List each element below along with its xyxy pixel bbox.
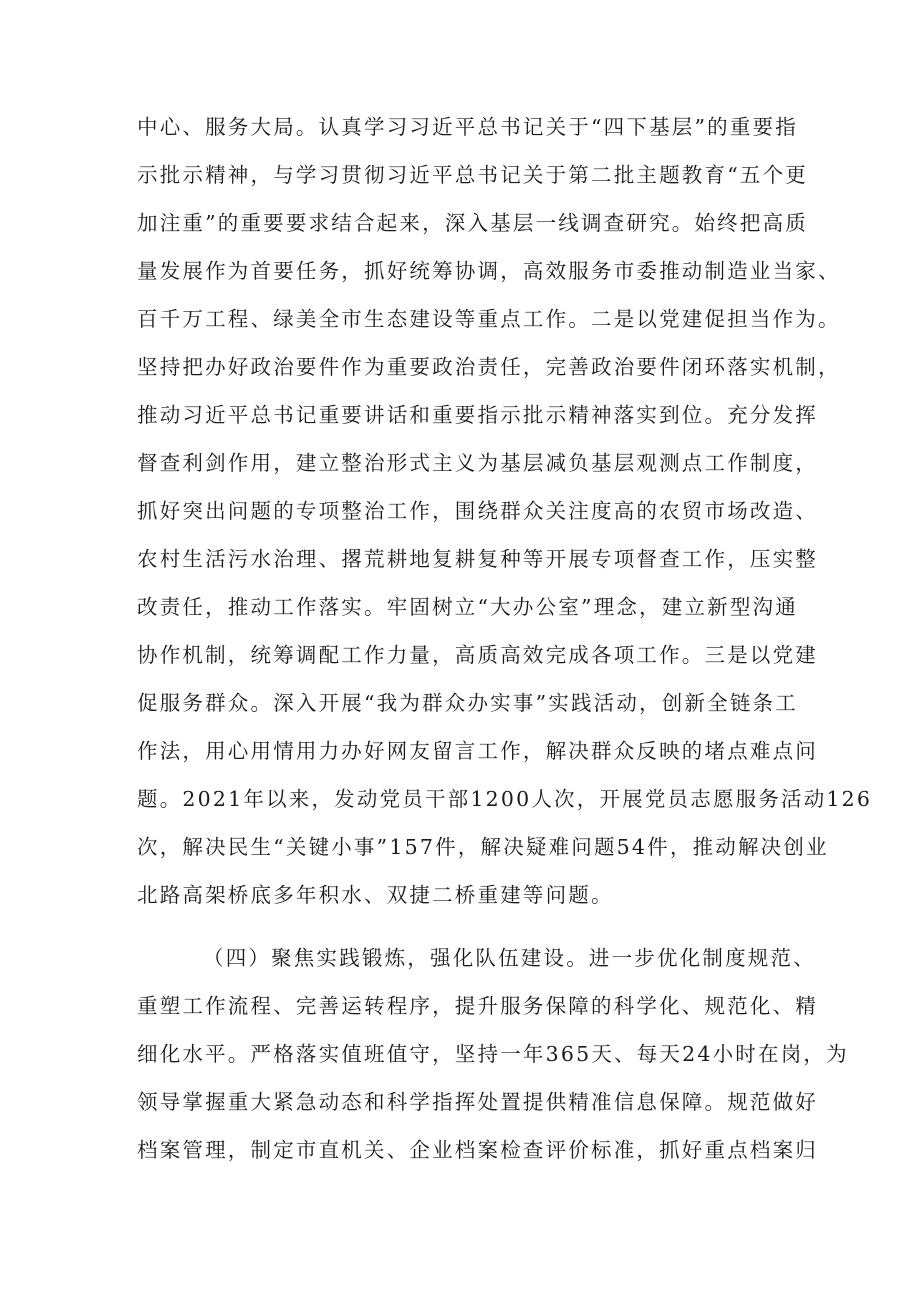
- text-line: 中心、服务大局。认真学习习近平总书记关于“四下基层”的重要指: [137, 115, 798, 139]
- text-line: 百千万工程、绿美全市生态建设等重点工作。二是以党建促担当作为。: [137, 307, 841, 331]
- section-4-paragraph: [137, 934, 849, 1174]
- text-line: 北路高架桥底多年积水、双捷二桥重建等问题。: [137, 883, 614, 907]
- text-line: 农村生活污水治理、撂荒耕地复耕复种等开展专项督查工作，压实整: [137, 547, 818, 571]
- text-line: 领导掌握重大紧急动态和科学指挥处置提供精准信息保障。规范做好: [137, 1090, 818, 1114]
- text-line: 督查利剑作用，建立整治形式主义为基层减负基层观测点工作制度，: [137, 451, 818, 475]
- text-line: 示批示精神，与学习贯彻习近平总书记关于第二批主题教育“五个更: [137, 163, 808, 187]
- text-line: 坚持把办好政治要件作为重要政治责任，完善政治要件闭环落实机制，: [137, 355, 841, 379]
- section-heading-line: （四）聚焦实践锻炼，强化队伍建设。进一步优化制度规范、: [203, 946, 816, 970]
- text-line: 重塑工作流程、完善运转程序，提升服务保障的科学化、规范化、精: [137, 994, 818, 1018]
- text-line: 档案管理，制定市直机关、企业档案检查评价标准，抓好重点档案归: [137, 1138, 818, 1162]
- text-line: 改责任，推动工作落实。牢固树立“大办公室”理念，建立新型沟通: [137, 595, 798, 619]
- text-line: 量发展作为首要任务，抓好统筹协调，高效服务市委推动制造业当家、: [137, 259, 841, 283]
- text-line: 题。2021年以来，发动党员干部1200人次，开展党员志愿服务活动126: [137, 787, 873, 811]
- text-line: 推动习近平总书记重要讲话和重要指示批示精神落实到位。充分发挥: [137, 403, 818, 427]
- text-line: 次，解决民生“关键小事”157件，解决疑难问题54件，推动解决创业: [137, 835, 829, 859]
- text-line: 作法，用心用情用力办好网友留言工作，解决群众反映的堵点难点问: [137, 739, 818, 763]
- paragraph-3-continuation: [137, 103, 873, 919]
- text-line: 协作机制，统筹调配工作力量，高质高效完成各项工作。三是以党建: [137, 643, 818, 667]
- text-line: 细化水平。严格落实值班值守，坚持一年365天、每天24小时在岗，为: [137, 1042, 849, 1066]
- text-line: 促服务群众。深入开展“我为群众办实事”实践活动，创新全链条工: [137, 691, 798, 715]
- text-line: 抓好突出问题的专项整治工作，围绕群众关注度高的农贸市场改造、: [137, 499, 818, 523]
- text-line: 加注重”的重要要求结合起来，深入基层一线调查研究。始终把高质: [137, 211, 808, 235]
